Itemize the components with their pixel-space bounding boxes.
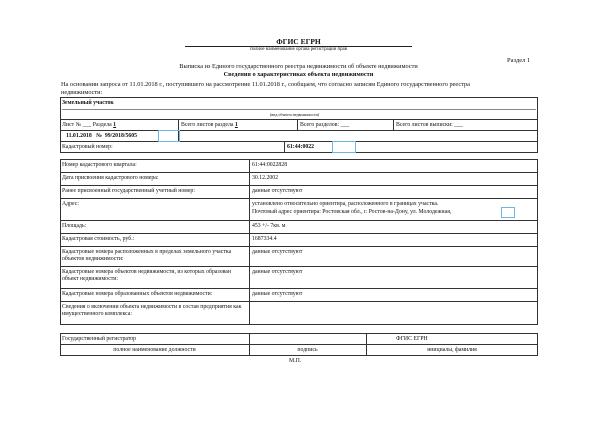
section-number-value: 1: [113, 122, 117, 128]
total-sheets-section-label: Всего листов раздела: [181, 122, 234, 128]
signature-agency: ФГИС ЕГРН: [396, 336, 428, 342]
document-subtitle: Сведения о характеристиках объекта недвижимости: [223, 71, 374, 78]
basis-text-line2: недвижимости:: [61, 89, 103, 96]
table-row-label: Кадастровые номера образованных объектов недвижимости:: [62, 291, 213, 297]
table-row-label: Кадастровая стоимость, руб.:: [62, 236, 135, 242]
sheet-number-value: ___: [82, 122, 92, 128]
table-row-label: Кадастровые номера расположенных в пределах земельного участка объектов недвижимости:: [62, 249, 232, 262]
statement-date: 11.01.2018: [66, 133, 92, 139]
total-sections-label: Всего разделов:: [300, 122, 339, 128]
table-row-value: 1687334.4: [252, 236, 277, 242]
total-sheets: [396, 122, 463, 128]
agency-subtitle: полное наименование органа регистрации прав: [250, 47, 347, 52]
sheet-number: [62, 122, 116, 128]
statement-number-label: №: [96, 133, 102, 139]
table-row-value: данные отсутствуют: [252, 291, 303, 297]
name-caption: инициалы, фамилия: [427, 347, 477, 353]
table-row-label: Ранее присвоенный государственный учетный номер:: [62, 188, 195, 194]
table-row-label: Площадь:: [62, 223, 87, 229]
total-sheets-section: [181, 122, 238, 128]
table-row-label: Номер кадастрового квартала:: [62, 162, 137, 168]
table-row-value: установлено относительно ориентира, расположенного в границах участка.: [252, 201, 439, 207]
statement-date-number: [66, 133, 137, 139]
statement-number-value: 99/2018/5605: [104, 133, 138, 139]
redaction-box: [501, 207, 515, 218]
cadastral-number-label: Кадастровый номер:: [62, 144, 113, 150]
sheet-number-label: Лист №: [62, 122, 82, 128]
total-sheets-label: Всего листов выписки:: [396, 122, 453, 128]
total-sections: [300, 122, 349, 128]
role-caption: полное наименование должности: [113, 347, 196, 353]
table-row-value: данные отсутствуют: [252, 269, 303, 275]
total-sections-value: ___: [340, 122, 350, 128]
agency-title: ФГИС ЕГРН: [276, 37, 321, 46]
signature-role: Государственный регистратор: [62, 336, 137, 342]
table-row-value-line2: Почтовый адрес ориентира: Ростовская обл., г. Ростов-на-Дону, ул. Молодежная,: [252, 209, 452, 215]
document-title: Выписка из Единого государственного реестра недвижимости об объекте недвижимости: [179, 63, 418, 70]
table-row-label: Адрес:: [62, 201, 79, 207]
table-row-value: данные отсутствуют: [252, 188, 303, 194]
section-number-label: Раздела: [92, 122, 112, 128]
object-type: Земельный участок: [62, 100, 114, 106]
redaction-box: [332, 141, 356, 153]
table-row-value: 30.12.2002: [252, 175, 279, 181]
object-type-caption: (вид объекта недвижимости): [270, 112, 320, 117]
cadastral-number-value: 61:44:0022: [287, 144, 315, 150]
total-sheets-section-value: 1: [234, 122, 238, 128]
section-label: Раздел 1: [507, 57, 531, 64]
table-row-label: Кадастровые номера объектов недвижимости, из которых образован объект недвижимости:: [62, 269, 231, 282]
stamp-place: М.П.: [289, 358, 302, 364]
table-row-label: Сведения о включении объекта недвижимости в состав предприятия как имущественного комплекса:: [62, 304, 242, 317]
total-sheets-value: ___: [454, 122, 463, 128]
table-row-label: Дата присвоения кадастрового номера:: [62, 175, 159, 181]
table-row-value: 61:44:0022828: [252, 162, 288, 168]
table-row-value: 453 +/- 7кв. м: [252, 223, 286, 229]
signature-caption: подпись: [297, 347, 318, 353]
redaction-box: [158, 130, 180, 142]
table-row-value: данные отсутствуют: [252, 249, 303, 255]
basis-text-line1: На основании запроса от 11.01.2018 г., поступившего на рассмотрение 11.01.2018 г., сообщаем, что согласно записям Единого государственного реестра: [61, 81, 470, 88]
